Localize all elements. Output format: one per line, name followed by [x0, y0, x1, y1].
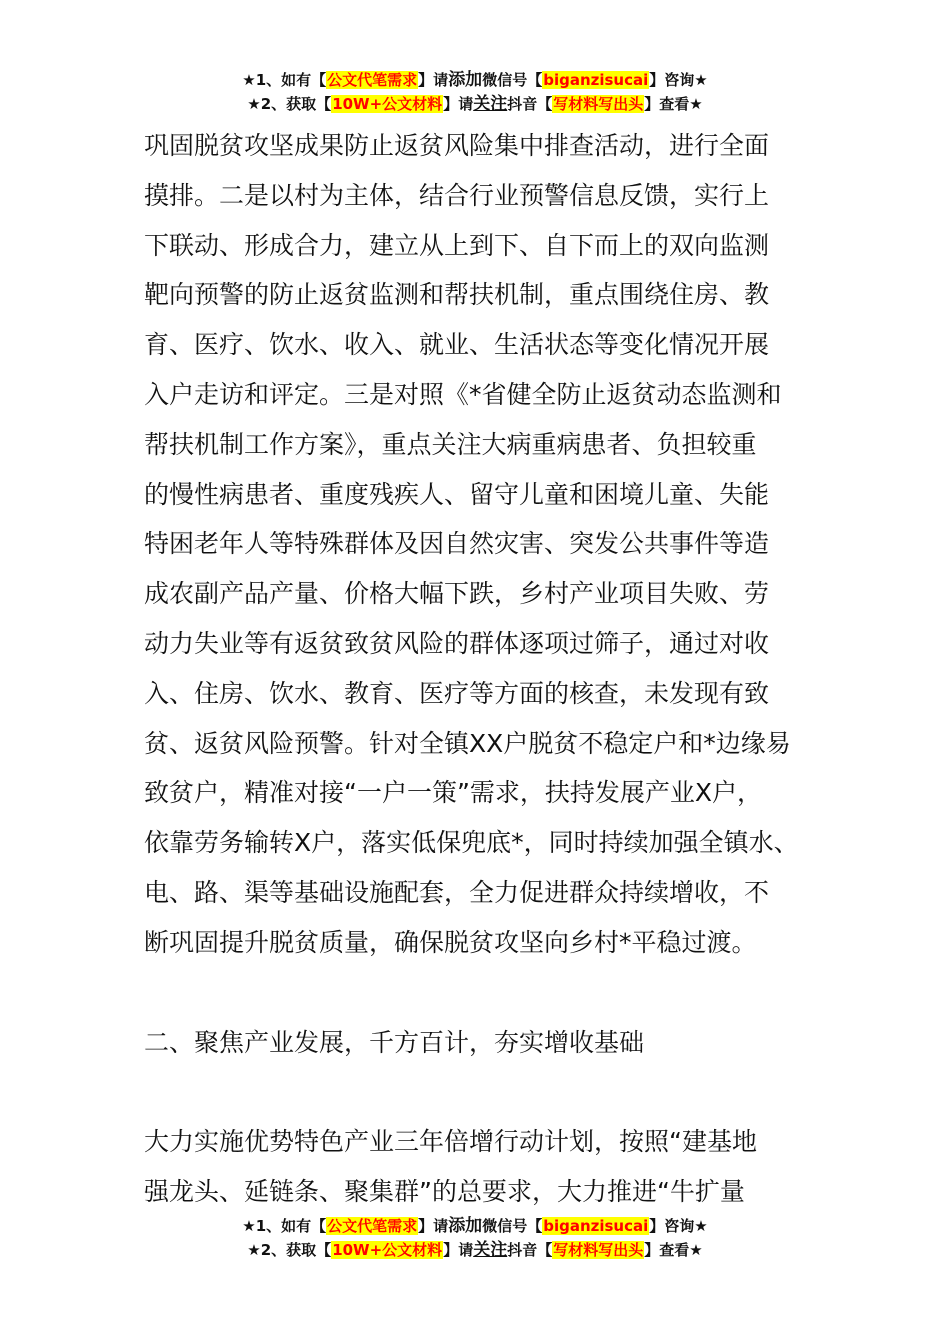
promo-text: 】请: [443, 95, 474, 113]
body-line: 成农副产品产量、价格大幅下跌，乡村产业项目失败、劳: [144, 579, 770, 609]
body-line: 强龙头、延链条、聚集群”的总要求，大力推进“牛扩量: [144, 1176, 745, 1206]
promo-emphasis: 关注: [473, 1240, 508, 1260]
promo-highlight-service: 公文代笔需求: [327, 1217, 418, 1235]
promo-emphasis: 添加: [448, 70, 483, 90]
body-line: 巩固脱贫攻坚成果防止返贫风险集中排查活动，进行全面: [144, 131, 770, 160]
promo-text: 抖音【: [507, 1241, 553, 1259]
promo-text: 微信号【: [482, 71, 543, 89]
body-line: 断巩固提升脱贫质量，确保脱贫攻坚向乡村*平稳过渡。: [144, 927, 757, 957]
promo-highlight-materials: 10W+公文材料: [332, 1241, 443, 1259]
body-line: 靶向预警的防止返贫监测和帮扶机制，重点围绕住房、教: [144, 280, 770, 310]
promo-highlight-materials: 10W+公文材料: [332, 95, 443, 113]
body-line: 致贫户，精准对接“一户一策”需求，扶持发展产业X户，: [144, 778, 763, 808]
second-paragraph: [144, 1117, 824, 1217]
promo-highlight-wechat: biganzisucai: [543, 71, 649, 89]
body-paragraph: [144, 121, 824, 968]
promo-text: 微信号【: [482, 1217, 543, 1235]
body-line: 依靠劳务输转X户，落实低保兜底*，同时持续加强全镇水、: [144, 828, 799, 858]
promo-line-1: [0, 1214, 950, 1238]
promo-text: ★2、获取【: [247, 95, 332, 113]
body-line: 贫、返贫风险预警。针对全镇XX户脱贫不稳定户和*边缘易: [144, 728, 791, 758]
promo-text: 】咨询★: [649, 71, 708, 89]
body-line: 入户走访和评定。三是对照《*省健全防止返贫动态监测和: [144, 379, 782, 409]
body-line: 动力失业等有返贫致贫风险的群体逐项过筛子，通过对收: [144, 628, 770, 658]
promo-highlight-douyin: 写材料写出头: [553, 95, 644, 113]
promo-text: ★2、获取【: [247, 1241, 332, 1259]
header-promo-banner: [0, 68, 950, 116]
promo-text: ★1、如有【: [242, 1217, 327, 1235]
body-line: 特困老年人等特殊群体及因自然灾害、突发公共事件等造: [144, 529, 770, 559]
promo-text: 】咨询★: [649, 1217, 708, 1235]
promo-highlight-wechat: biganzisucai: [543, 1217, 649, 1235]
body-line: 下联动、形成合力，建立从上到下、自下而上的双向监测: [144, 230, 770, 260]
promo-text: 】查看★: [644, 1241, 703, 1259]
footer-promo-banner: [0, 1214, 950, 1262]
promo-text: 】请: [418, 1217, 449, 1235]
promo-line-2: [0, 92, 950, 116]
section-heading: [144, 1018, 824, 1068]
body-line: 育、医疗、饮水、收入、就业、生活状态等变化情况开展: [144, 330, 770, 360]
promo-line-2: [0, 1238, 950, 1262]
body-line: 大力实施优势特色产业三年倍增行动计划，按照“建基地: [144, 1127, 757, 1156]
promo-line-1: [0, 68, 950, 92]
body-line: 入、住房、饮水、教育、医疗等方面的核查，未发现有致: [144, 678, 770, 708]
promo-emphasis: 关注: [473, 94, 508, 114]
body-line: 摸排。二是以村为主体，结合行业预警信息反馈，实行上: [144, 180, 770, 210]
promo-text: 】请: [418, 71, 449, 89]
promo-text: 抖音【: [507, 95, 553, 113]
promo-text: 】请: [443, 1241, 474, 1259]
section-heading-text: 二、聚焦产业发展，千方百计，夯实增收基础: [144, 1028, 645, 1057]
promo-highlight-douyin: 写材料写出头: [553, 1241, 644, 1259]
promo-text: ★1、如有【: [242, 71, 327, 89]
promo-highlight-service: 公文代笔需求: [327, 71, 418, 89]
body-line: 帮扶机制工作方案》，重点关注大病重病患者、负担较重: [144, 429, 757, 459]
promo-text: 】查看★: [644, 95, 703, 113]
promo-emphasis: 添加: [448, 1216, 483, 1236]
body-line: 的慢性病患者、重度残疾人、留守儿童和困境儿童、失能: [144, 479, 770, 509]
body-line: 电、路、渠等基础设施配套，全力促进群众持续增收，不: [144, 877, 770, 907]
